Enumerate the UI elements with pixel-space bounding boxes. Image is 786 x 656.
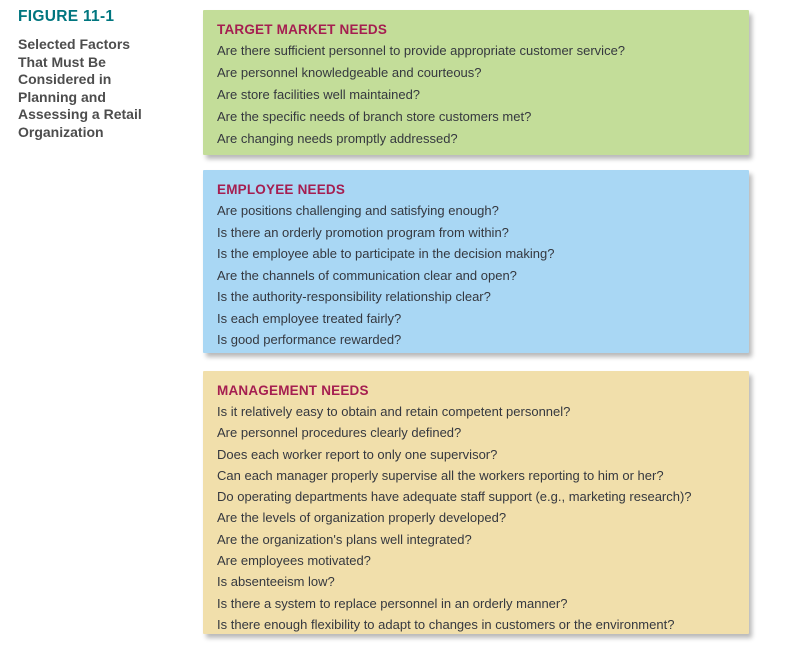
figure-caption-line: Assessing a Retail — [18, 106, 142, 122]
question-item: Are there sufficient personnel to provide appropriate customer service? — [217, 43, 626, 58]
question-item: Are employees motivated? — [217, 553, 371, 569]
figure-caption-line: Planning and — [18, 88, 106, 105]
management-needs-title: MANAGEMENT NEEDS — [217, 383, 369, 398]
question-item: Are store facilities well maintained? — [217, 87, 421, 102]
management-needs-box — [203, 371, 749, 634]
question-item: Is the authority-responsibility relationship clear? — [217, 289, 491, 304]
question-item: Are personnel procedures clearly defined? — [217, 425, 462, 441]
target-market-needs-questions — [217, 40, 735, 150]
question-item: Does each worker report to only one supervisor? — [217, 446, 498, 462]
question-item: Is good performance rewarded? — [217, 332, 402, 347]
question-item: Are changing needs promptly addressed? — [217, 131, 458, 146]
figure-caption-line: Organization — [18, 123, 104, 140]
question-item: Do operating departments have adequate staff support (e.g., marketing research)? — [217, 489, 692, 505]
question-item: Are positions challenging and satisfying enough? — [217, 203, 499, 218]
figure-caption-column — [18, 8, 180, 141]
figure-caption-line: Considered in — [18, 71, 112, 87]
question-item: Are the specific needs of branch store customers met? — [217, 109, 532, 124]
question-item: Is there an orderly promotion program from within? — [217, 224, 509, 240]
question-item: Is there enough flexibility to adapt to changes in customers or the environment? — [217, 616, 675, 632]
target-market-needs-title: TARGET MARKET NEEDS — [217, 22, 388, 37]
question-item: Is it relatively easy to obtain and retain competent personnel? — [217, 404, 571, 419]
question-item: Is there a system to replace personnel in an orderly manner? — [217, 595, 568, 611]
question-item: Can each manager properly supervise all the workers reporting to him or her? — [217, 467, 664, 483]
question-item: Is each employee treated fairly? — [217, 310, 402, 326]
figure-label: FIGURE 11-1 — [18, 8, 115, 25]
figure-caption-line: Selected Factors — [18, 36, 131, 52]
target-market-needs-box — [203, 10, 749, 155]
question-item: Are the channels of communication clear and open? — [217, 267, 517, 283]
figure-caption — [18, 36, 180, 141]
question-item: Is absenteeism low? — [217, 574, 335, 590]
management-needs-questions — [217, 401, 735, 635]
employee-needs-questions — [217, 200, 735, 351]
question-item: Are the organization's plans well integrated? — [217, 531, 472, 547]
question-item: Is the employee able to participate in the decision making? — [217, 246, 555, 261]
question-item: Are personnel knowledgeable and courteous? — [217, 65, 482, 80]
figure-caption-line: That Must Be — [18, 53, 106, 70]
question-item: Are the levels of organization properly developed? — [217, 510, 507, 526]
employee-needs-box — [203, 170, 749, 353]
employee-needs-title: EMPLOYEE NEEDS — [217, 182, 346, 197]
